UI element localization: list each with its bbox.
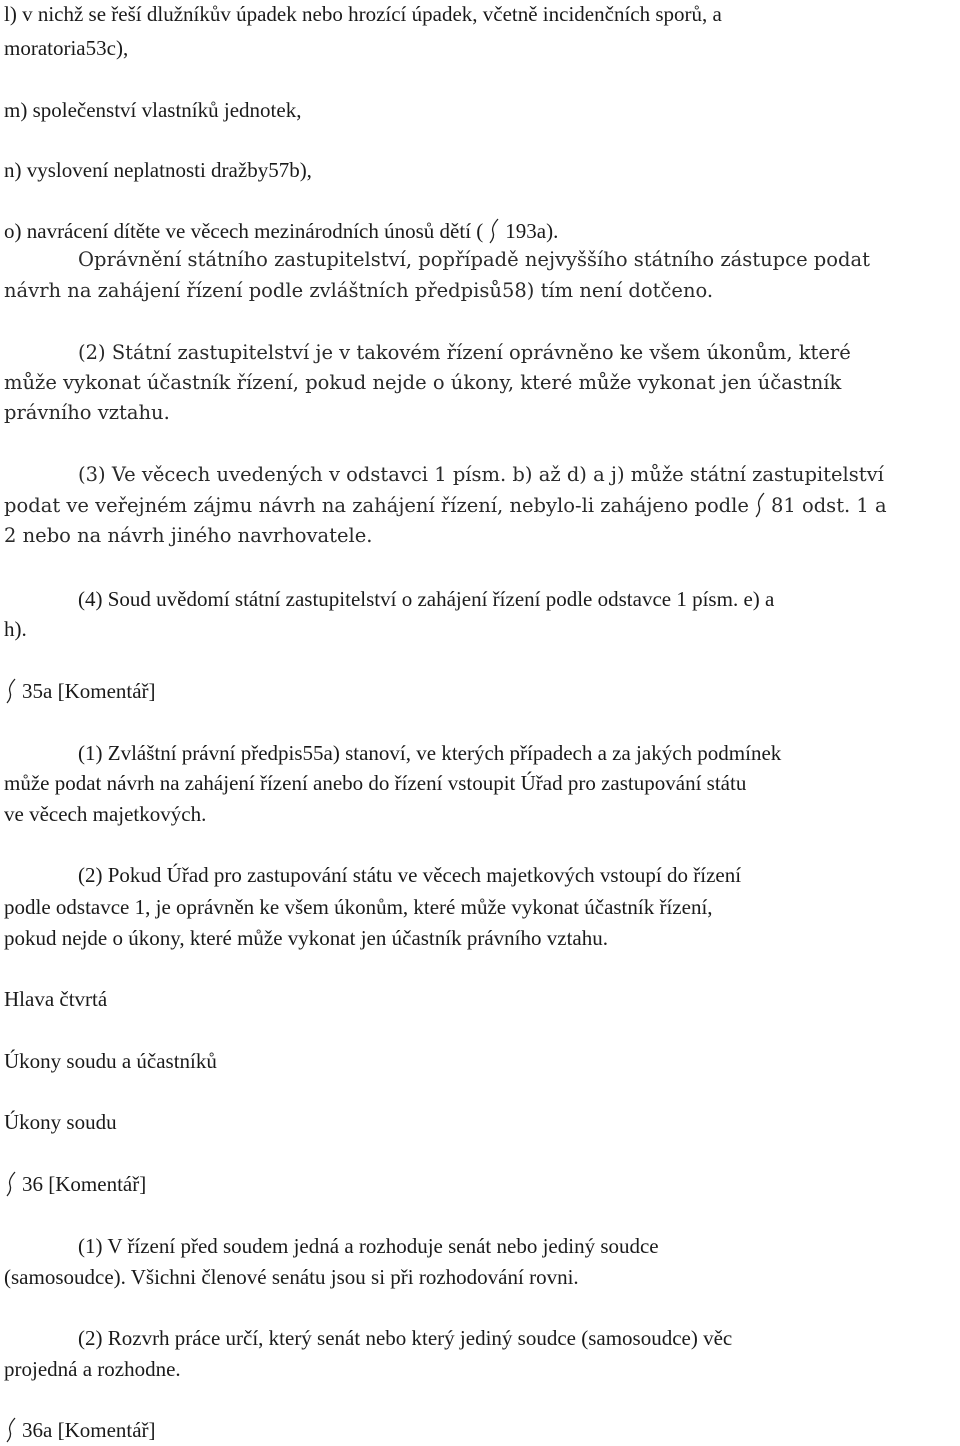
text-fragment: 81 odst. 1 a bbox=[770, 494, 887, 517]
list-item-m: m) společenství vlastníků jednotek, bbox=[4, 98, 302, 122]
section-36-paragraph-line: projedná a rozhodne. bbox=[4, 1357, 181, 1381]
section-36-paragraph-line: (samosoudce). Všichni členové senátu jsou si při rozhodování rovni. bbox=[4, 1265, 579, 1289]
chapter-title: Úkony soudu a účastníků bbox=[4, 1049, 217, 1073]
section-sign-icon bbox=[4, 1171, 18, 1197]
section-36-paragraph-line: (2) Rozvrh práce určí, který senát nebo který jediný soudce (samosoudce) věc bbox=[78, 1326, 733, 1350]
section-36-heading bbox=[4, 1171, 146, 1197]
text-fragment: podat ve veřejném zájmu návrh na zahájení řízení, nebylo-li zahájeno podle bbox=[4, 494, 749, 517]
text-line: návrh na zahájení řízení podle zvláštních předpisů58) tím není dotčeno. bbox=[4, 279, 714, 302]
section-35a-label: 35a [Komentář] bbox=[22, 679, 156, 703]
section-36-label: 36 [Komentář] bbox=[22, 1172, 147, 1196]
subchapter-title: Úkony soudu bbox=[4, 1110, 117, 1134]
paragraph-2-line: (2) Státní zastupitelství je v takovém řízení oprávněno ke všem úkonům, které bbox=[78, 341, 851, 364]
text-line: Oprávnění státního zastupitelství, popřípadě nejvyššího státního zástupce podat bbox=[78, 248, 870, 271]
list-item-o bbox=[4, 218, 558, 244]
paragraph-4-line: (4) Soud uvědomí státní zastupitelství o zahájení řízení podle odstavce 1 písm. e) a bbox=[78, 587, 775, 611]
paragraph-4-line: h). bbox=[4, 617, 27, 641]
text-line: moratoria53c), bbox=[4, 36, 129, 60]
section-35a-paragraph-line: ve věcech majetkových. bbox=[4, 802, 207, 826]
chapter-heading: Hlava čtvrtá bbox=[4, 987, 108, 1011]
section-sign-icon bbox=[487, 218, 501, 244]
paragraph-2-line: může vykonat účastník řízení, pokud nejde o úkony, které může vykonat jen účastník bbox=[4, 371, 842, 394]
section-36-paragraph-line: (1) V řízení před soudem jedná a rozhoduje senát nebo jediný soudce bbox=[78, 1234, 659, 1258]
paragraph-3-line bbox=[4, 492, 887, 519]
section-36a-label: 36a [Komentář] bbox=[22, 1418, 156, 1442]
section-35a-paragraph-line: pokud nejde o úkony, které může vykonat jen účastník právního vztahu. bbox=[4, 926, 608, 950]
list-item-n: n) vyslovení neplatnosti dražby57b), bbox=[4, 158, 312, 182]
text-fragment: 193a). bbox=[505, 219, 559, 243]
section-sign-icon bbox=[4, 1417, 18, 1443]
paragraph-2-line: právního vztahu. bbox=[4, 401, 170, 424]
section-sign-icon bbox=[4, 678, 18, 704]
section-35a-paragraph-line: může podat návrh na zahájení řízení anebo do řízení vstoupit Úřad pro zastupování státu bbox=[4, 771, 747, 795]
section-35a-paragraph-line: podle odstavce 1, je oprávněn ke všem úkonům, které může vykonat účastník řízení, bbox=[4, 895, 713, 919]
text-fragment: o) navrácení dítěte ve věcech mezinárodních únosů dětí ( bbox=[4, 219, 484, 243]
paragraph-3-line: (3) Ve věcech uvedených v odstavci 1 písm. b) až d) a j) může státní zastupitelství bbox=[78, 463, 884, 486]
text-line: l) v nichž se řeší dlužníkův úpadek nebo hrozící úpadek, včetně incidenčních sporů, a bbox=[4, 2, 722, 26]
section-sign-icon bbox=[753, 492, 767, 518]
section-36a-heading bbox=[4, 1417, 156, 1443]
section-35a-paragraph-line: (2) Pokud Úřad pro zastupování státu ve věcech majetkových vstoupí do řízení bbox=[78, 863, 742, 887]
section-35a-heading bbox=[4, 678, 156, 704]
section-35a-paragraph-line: (1) Zvláštní právní předpis55a) stanoví, ve kterých případech a za jakých podmínek bbox=[78, 741, 782, 765]
paragraph-3-line: 2 nebo na návrh jiného navrhovatele. bbox=[4, 524, 373, 547]
